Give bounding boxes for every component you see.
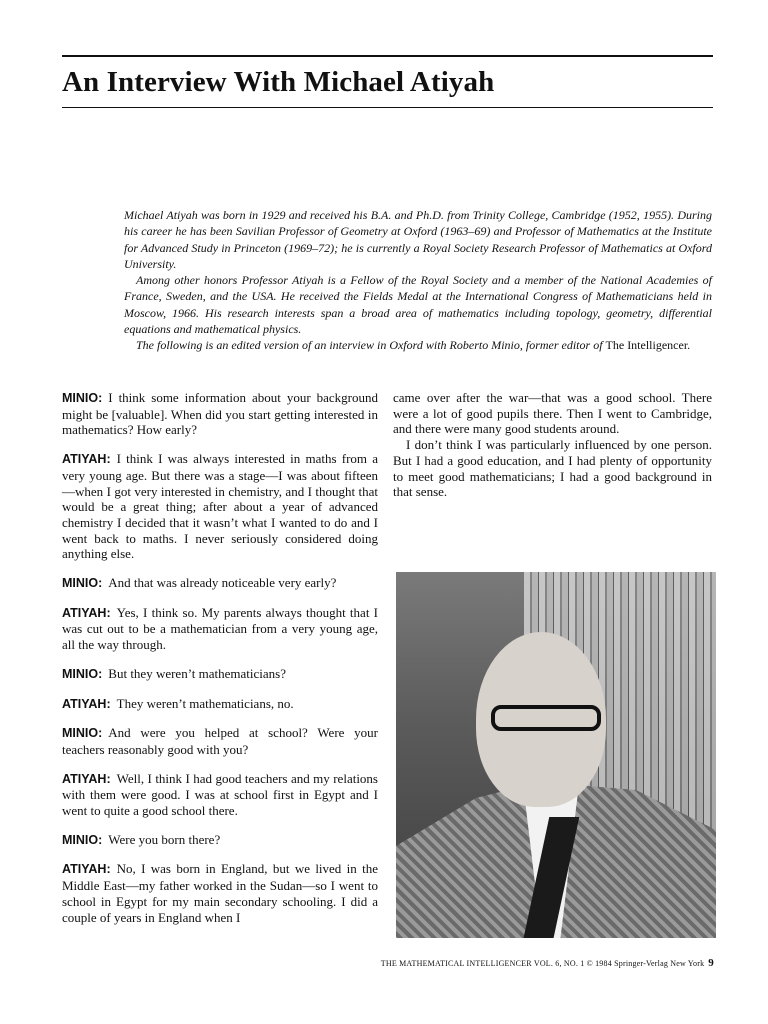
dialogue-text: And that was already noticeable very early? bbox=[108, 575, 337, 591]
dialogue-text: I think I was always interested in maths from a very young age. But there was a stage—I was about fifteen—when I got very interested in chemistry, and I thought that would be a great thing; after about a year of advanced chemistry I decided that it wasn’t what I wanted to do and I went back to maths. I never seriously considered doing anything else. bbox=[62, 451, 378, 562]
dialogue-text: Were you born there? bbox=[108, 831, 221, 847]
dialogue-entry bbox=[62, 696, 378, 713]
dialogue-entry bbox=[62, 666, 378, 683]
page-number: 9 bbox=[708, 957, 714, 969]
dialogue-entry bbox=[62, 832, 378, 849]
dialogue-entry bbox=[62, 390, 378, 438]
dialogue-paragraph: I don’t think I was particularly influenced by one person. But I had a good education, and I had plenty of opportunity to meet good mathematicians; I had a good background in that sense. bbox=[393, 437, 712, 500]
dialogue-entry bbox=[62, 575, 378, 592]
speaker-label: ATIYAH: bbox=[62, 452, 111, 467]
page-footer bbox=[340, 957, 714, 969]
speaker-label: ATIYAH: bbox=[62, 862, 111, 877]
dialogue-text: And were you helped at school? Were your teachers reasonably good with you? bbox=[62, 725, 378, 757]
dialogue-text: I think some information about your background might be [valuable]. When did you start getting interested in mathematics? How early? bbox=[62, 390, 378, 438]
right-column bbox=[393, 390, 712, 500]
speaker-label: ATIYAH: bbox=[62, 696, 111, 711]
dialogue-text: No, I was born in England, but we lived in the Middle East—my father worked in the Sudan—so I went to school in Egypt for my main secondary schooling. I did a couple of years in England when I bbox=[62, 861, 378, 925]
dialogue-entry bbox=[62, 771, 378, 819]
intro-paragraph: Michael Atiyah was born in 1929 and received his B.A. and Ph.D. from Trinity College, Cambridge (1952, 1955). During his career he has been Savilian Professor of Geometry at Oxford (1963–69) and Professor of Mathematics at the Institute for Advanced Study in Princeton (1969–72); he is currently a Royal Society Research Professor of Mathematics at Oxford University. bbox=[124, 208, 712, 271]
left-column bbox=[62, 390, 378, 938]
intro-paragraph: Among other honors Professor Atiyah is a Fellow of the Royal Society and a member of the National Academies of France, Sweden, and the USA. He received the Fields Medal at the International Congress of Mathematicians held in Moscow, 1966. His research interests span a broad area of mathematics including topology, geometry, differential equations and mathematical physics. bbox=[124, 273, 712, 337]
dialogue-entry bbox=[62, 725, 378, 757]
article-title: An Interview With Michael Atiyah bbox=[62, 66, 495, 98]
speaker-label: ATIYAH: bbox=[62, 605, 111, 620]
editor-note-text: The following is an edited version of an interview in Oxford with Roberto Minio, former editor of bbox=[136, 338, 606, 353]
speaker-label: MINIO: bbox=[62, 576, 103, 591]
dialogue-entry bbox=[62, 451, 378, 562]
dialogue-entry bbox=[62, 605, 378, 653]
intro-block bbox=[124, 207, 712, 354]
eyeglasses bbox=[491, 705, 601, 731]
dialogue-text: They weren’t mathematicians, no. bbox=[116, 695, 294, 711]
dialogue-text: Well, I think I had good teachers and my relations with them were good. I was at school first in Egypt and I went to quite a good school there. bbox=[62, 770, 378, 819]
dialogue-text: But they weren’t mathematicians? bbox=[108, 665, 287, 681]
speaker-label: MINIO: bbox=[62, 832, 103, 847]
speaker-label: MINIO: bbox=[62, 666, 103, 681]
portrait-photo bbox=[396, 572, 716, 938]
speaker-label: MINIO: bbox=[62, 726, 103, 741]
speaker-label: MINIO: bbox=[62, 391, 103, 405]
dialogue-continuation: came over after the war—that was a good school. There were a lot of good pupils there. Then I went to Cambridge, and there were many good students around. bbox=[393, 390, 712, 437]
dialogue-entry bbox=[62, 861, 378, 925]
dialogue-text: Yes, I think so. My parents always thought that I was cut out to be a mathematician from a very young age, all the way through. bbox=[62, 604, 378, 653]
title-underline bbox=[62, 107, 713, 108]
journal-name: The Intelligencer. bbox=[605, 338, 691, 353]
top-rule bbox=[62, 55, 713, 57]
speaker-label: ATIYAH: bbox=[62, 771, 111, 786]
journal-citation: THE MATHEMATICAL INTELLIGENCER VOL. 6, NO. 1 © 1984 Springer-Verlag New York bbox=[380, 959, 705, 968]
intro-paragraph-editor-note bbox=[124, 337, 712, 353]
